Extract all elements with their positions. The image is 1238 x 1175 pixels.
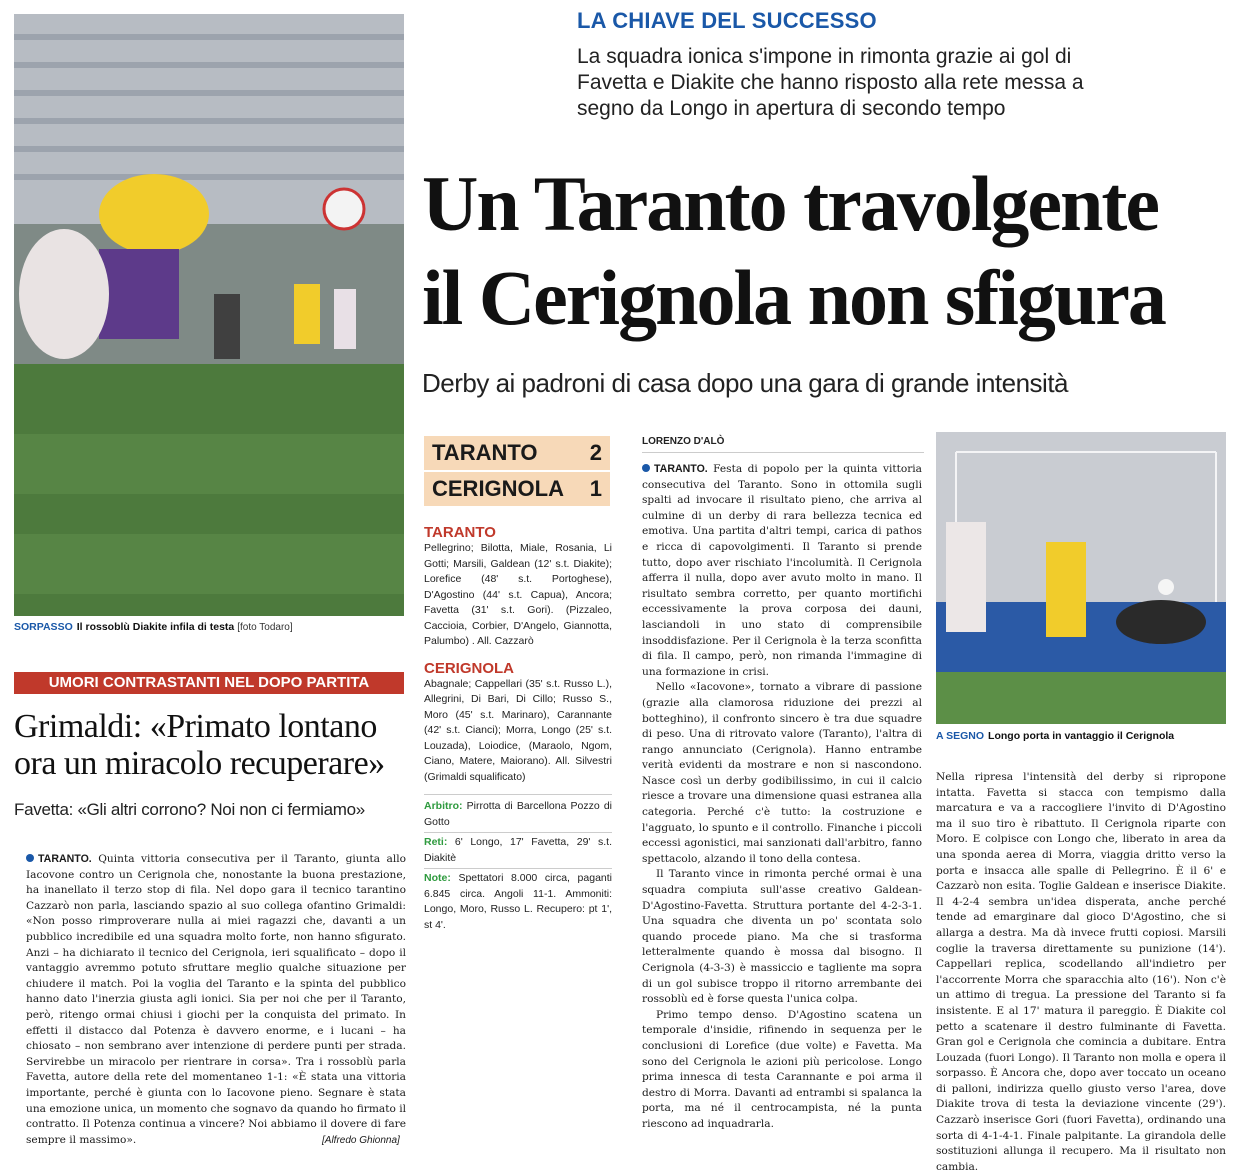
paragraph-text: Quinta vittoria consecutiva per il Taranto, giunta allo Iacovone contro un Cerignola che, nonostante la buona prestazione, ha inanellato il terzo stop di fila. Nel dopo gara il tecnico tarantino Cazzarò non parla, lasciando spazio al suo collega ofantino Grimaldi: «Non posso rimproverare nulla ai miei ragazzi che, davanti a un pubblico incredibile ed una squadra molto forte, non hanno sfigurato. Anzi – ha dichiarato il tecnico del Cerignola, ieri squalificato – dopo il vantaggio avremmo potuto sfruttare meglio qualche situazione per chiudere il match. Poi la voglia del Taranto e la spinta del pubblico hanno dato l'inerzia giusta agli ionici. Sia per noi che per il Taranto, però, ritengo ormai chiusi i giochi per la conquista del primato. In effetti il distacco dal Potenza è davvero enorme, e i lucani – ha chiosato – non sembrano aver intenzione di perdere punti per strada. Servirebbe un miracolo per rientrare in corsa». Tra i rossoblù parla Favetta, autore della rete del momentaneo 1-1: «È stata una vittoria importante, perché è giunta con lo Iacovone pieno. Segnare è stata una emozione unica, un momento che sognavo da quando ho firmato il contratto. Il Potenza continua a vincere? Noi abbiamo il dovere di fare sempre il massimo». <box>26 853 406 1146</box>
bullet-icon <box>642 464 650 472</box>
main-article-col1 <box>642 462 922 1154</box>
goals-value: 6' Longo, 17' Favetta, 29' s.t. Diakitè <box>424 836 613 864</box>
referee-value: Pirrotta di Barcellona Pozzo di Gotto <box>424 800 612 828</box>
paragraph-text: Festa di popolo per la quinta vittoria consecutiva del Taranto. Sono in ottomila sugli spalti ad invocare il risultato pieno, che arriva al culmine di un derby di rara bellezza tecnica ed emotiva. Una partita d'altri tempi, carica di pathos e ricca di capovolgimenti. Il Taranto si prende tutto, dopo aver rischiato l'incolumità. Il Cerignola afferra il nulla, dopo aver avuto molto in mano. Il risultato sembra corretto, per quanto mortifichi eccessivamente la prova corposa dei dauni, lasciandoli in uno stato di comprensibile insoddisfazione. Per il Cerignola è la terza sconfitta di fila. Il campo, però, non rimanda l'immagine di una formazione in crisi. <box>642 463 922 678</box>
caption-text: Longo porta in vantaggio il Cerignola <box>988 730 1175 742</box>
paragraph: Nella ripresa l'intensità del derby si ripropone intatta. Favetta si stacca con tempismo dalla marcatura e va a raccogliere l'invito di D'Agostino ma il suo tiro è ribattuto. Il Cerignola riparte con Moro. E colpisce con Longo che, liberato in area da una sponda aerea di Morra, viaggia dritto verso la porta e insacca alle spalle di Pellegrino. È il 6' e Cazzarò non esita. Toglie Galdean e inserisce Diakite. Il 4-2-4 sembra un'idea disperata, anche perché tende ad emarginare dal gioco D'Agostino, che si allarga a destra. Ma dà invece frutti copiosi. Marsili coglie la traversa direttamente su punizione (14'). Cappellari replica, scodellando all'indietro per l'accorrente Morra che sparacchia alto (16'). Non c'è un attimo di tregua. La pressione del Taranto si fa insistente. E al 17' matura il pareggio. È Diakite col petto a scatenare il destro fulminante di Favetta. Gran gol e Cerignola che comincia a dubitare. Entra Louzada (fuori Longo). Il Taranto non molla e opera il sorpasso. È Ancora che, dopo aver toccato un oceano di palloni, indirizza quello giusto verso l'area, dove Diakite trova di testa la deviazione vincente (29'). Cazzarò inserisce Gori (fuori Favetta), ordinando una sorta di 4-1-4-1. Finale palpitante. La girandola delle sostituzioni allunga il recupero. Ma il risultato non cambia. <box>936 771 1226 1173</box>
paragraph <box>26 852 406 1148</box>
notes-label: Note: <box>424 872 451 884</box>
side-subheadline: Favetta: «Gli altri corrono? Noi non ci fermiamo» <box>14 800 365 819</box>
main-photo-caption <box>14 620 406 635</box>
home-lineup: Pellegrino; Bilotta, Miale, Rosania, Li Gotti; Marsili, Galdean (12' s.t. Diakite); Lorefice (48' s.t. Portoghese), D'Agostino (44' s.t. Capua), Ancora; Favetta (31' s.t. Gori). (Pizzaleo, Caccioia, Corbier, D'Angelo, Giannotta, Palumbo) . All. Cazzarò <box>424 542 612 647</box>
referee-label: Arbitro: <box>424 800 463 812</box>
headline-line-1: Un Taranto travolgente <box>422 160 1158 247</box>
side-headline-line-1: Grimaldi: «Primato lontano <box>14 708 377 745</box>
score-row-away <box>424 470 610 506</box>
headline-line-2: il Cerignola non sfigura <box>422 254 1165 341</box>
scoreboard <box>424 436 610 506</box>
away-lineup-title: CERIGNOLA <box>424 659 514 677</box>
small-photo-caption <box>936 729 1228 743</box>
divider <box>424 794 612 795</box>
goalkeeper-save-illustration <box>936 432 1226 724</box>
kicker: LA CHIAVE DEL SUCCESSO <box>577 8 877 33</box>
paragraph <box>642 462 922 680</box>
paragraph: Nello «Iacovone», tornato a vibrare di passione (grazie alla clamorosa riduzione dei prezzi al botteghino), il confronto sincero è tra due squadre di peso. Una di ritrovato valore (Taranto), l'altra di rango annunciato (Cerignola). Hanno entrambe verità evidenti da mostrare e non si nascondono. Nasce così un derby godibilissimo, in cui il calcio riesce a trovare una dimensione quasi estranea alla categoria. Perché c'è tutto: la costruzione e l'agguato, lo spunto e il controllo. Finanche i piccoli eccessi agonistici, mai sanzionati dall'arbitro, fanno spettacolo, alzando il tono della contesa. <box>642 681 922 865</box>
dateline: TARANTO. <box>38 853 92 865</box>
away-team: CERIGNOLA <box>432 476 564 501</box>
lineups <box>424 524 612 933</box>
dateline: TARANTO. <box>654 463 708 475</box>
caption-label: SORPASSO <box>14 621 73 633</box>
away-goals: 1 <box>589 476 602 501</box>
home-goals: 2 <box>589 440 602 465</box>
main-article-col2 <box>936 770 1226 1173</box>
bullet-icon <box>26 854 34 862</box>
small-photo <box>936 432 1226 724</box>
away-lineup: Abagnale; Cappellari (35' s.t. Russo L.), Allegrini, Di Bari, Di Cillo; Russo S., Moro (45' s.t. Marinaro), Carannante (42' s.t. Cianci); Morra, Longo (25' s.t. Louzada), Loiodice, (Maraolo, Ngom, Ciano, Matere, Maiorano). All. Silvestri (Grimaldi squalificato) <box>424 677 612 783</box>
divider <box>424 832 612 833</box>
byline-rule <box>642 452 924 453</box>
side-article-text <box>26 852 406 1148</box>
divider <box>424 868 612 869</box>
main-photo <box>14 14 404 616</box>
football-match-illustration <box>14 14 404 616</box>
home-lineup-title: TARANTO <box>424 524 496 541</box>
notes <box>424 871 612 933</box>
side-headline-line-2: ora un miracolo recuperare» <box>14 745 385 782</box>
byline: LORENZO D'ALÒ <box>642 436 725 447</box>
score-row-home <box>424 436 610 470</box>
side-article-author: [Alfredo Ghionna] <box>322 1135 400 1146</box>
referee <box>424 799 612 830</box>
caption-text: Il rossoblù Diakite infila di testa <box>76 621 235 633</box>
caption-label: A SEGNO <box>936 730 985 742</box>
photo-credit: [foto Todaro] <box>237 622 293 633</box>
goals <box>424 835 612 866</box>
notes-value: Spettatori 8.000 circa, paganti 6.845 circa. Angoli 11-1. Ammoniti: Longo, Moro, Russo L. Recupero: pt 1', st 4'. <box>424 872 612 931</box>
paragraph: Il Taranto vince in rimonta perché ormai è una squadra compiuta sull'asse creativo Galdean-D'Agostino-Favetta. Struttura portante del 4-2-3-1. Una squadra che diventa un po' scontata solo quando procede piano. Ma che si trasforma letteralmente quando è mossa dal bisogno. Il Cerignola (4-3-3) è massiccio e tagliente ma sopra di un gol subisce troppo il ritorno arrembante dei rossoblù ed è forse questa l'unica colpa. <box>642 868 922 1006</box>
home-team: TARANTO <box>432 440 538 465</box>
paragraph: Primo tempo denso. D'Agostino scatena un temporale d'insidie, rifinendo in sequenza per le conclusioni di Lorefice (due volte) e Favetta. Ma sono del Cerignola le azioni più pericolose. Longo prima innesca di testa Carannante e poi arma il destro di Morra. Davanti ad entrambi si spalanca la porta, ma né il centrocampista, né la punta riescono ad inquadrarla. <box>642 1008 922 1130</box>
standfirst: La squadra ionica s'impone in rimonta grazie ai gol di Favetta e Diakite che hanno risposto alla rete messa a segno da Longo in apertura di secondo tempo <box>577 45 1084 120</box>
goals-label: Reti: <box>424 836 448 848</box>
section-banner: UMORI CONTRASTANTI NEL DOPO PARTITA <box>14 672 404 694</box>
subheadline: Derby ai padroni di casa dopo una gara di grande intensità <box>422 368 1069 398</box>
